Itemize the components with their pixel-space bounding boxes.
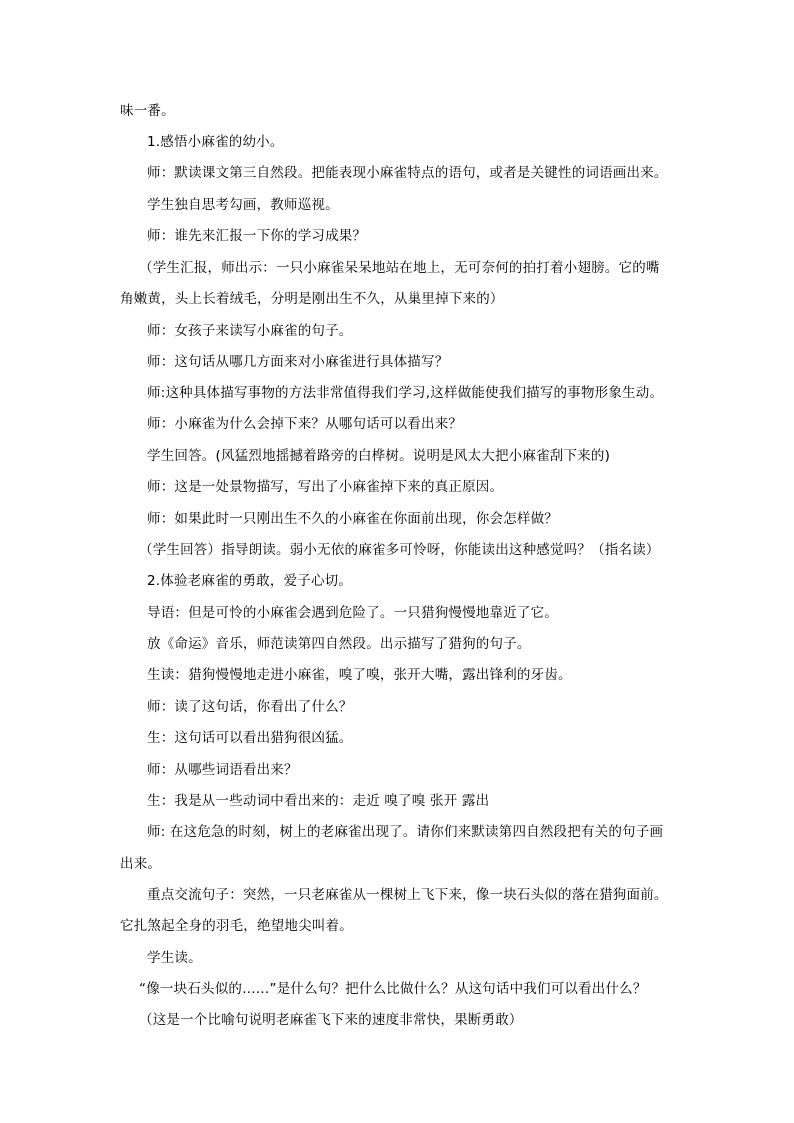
paragraph-22: 师：从哪些词语看出来？ [147, 762, 298, 778]
paragraph-25: 出来。 [120, 856, 162, 872]
paragraph-1: 味一番。 [120, 103, 175, 119]
paragraph-19: 生读：猎狗慢慢地走进小麻雀，嗅了嗅，张开大嘴，露出锋利的牙齿。 [147, 667, 572, 683]
paragraph-18: 放《命运》音乐，师范读第四自然段。出示描写了猎狗的句子。 [147, 636, 531, 652]
paragraph-17: 导语：但是可怜的小麻雀会遇到危险了。一只猎狗慢慢地靠近了它。 [147, 605, 558, 621]
paragraph-11: 师：小麻雀为什么会掉下来？从哪句话可以看出来？ [147, 416, 463, 432]
paragraph-16: 2.体验老麻雀的勇敢，爱子心切。 [147, 573, 353, 589]
paragraph-8: 师：女孩子来读写小麻雀的句子。 [147, 323, 353, 339]
paragraph-7: 角嫩黄，头上长着绒毛，分明是刚出生不久，从巢里掉下来的） [120, 291, 504, 307]
paragraph-9: 师：这句话从哪几方面来对小麻雀进行具体描写？ [147, 354, 449, 370]
paragraph-15: （学生回答）指导朗读。弱小无依的麻雀多可怜呀，你能读出这种感觉吗？（指名读） [139, 542, 660, 558]
paragraph-28: 学生读。 [147, 950, 202, 966]
paragraph-26: 重点交流句子：突然，一只老麻雀从一棵树上飞下来，像一块石头似的落在猎狗面前。 [147, 887, 668, 903]
paragraph-6: （学生汇报，师出示：一只小麻雀呆呆地站在地上，无可奈何的拍打着小翅膀。它的嘴 [139, 260, 660, 276]
paragraph-12: 学生回答。(风猛烈地摇撼着路旁的白桦树。说明是风太大把小麻雀刮下来的) [147, 448, 611, 464]
paragraph-21: 生：这句话可以看出猎狗很凶猛。 [147, 730, 353, 746]
paragraph-5: 师：谁先来汇报一下你的学习成果？ [147, 228, 367, 244]
paragraph-2: 1.感悟小麻雀的幼小。 [147, 134, 284, 150]
paragraph-24: 师: 在这危急的时刻，树上的老麻雀出现了。请你们来默读第四自然段把有关的句子画 [147, 824, 664, 840]
paragraph-20: 师：读了这句话，你看出了什么？ [147, 699, 353, 715]
paragraph-14: 师：如果此时一只刚出生不久的小麻雀在你面前出现，你会怎样做？ [147, 511, 558, 527]
paragraph-27: 它扎煞起全身的羽毛，绝望地尖叫着。 [120, 918, 353, 934]
paragraph-30: （这是一个比喻句说明老麻雀飞下来的速度非常快，果断勇敢） [139, 1012, 523, 1028]
paragraph-4: 学生独自思考勾画，教师巡视。 [147, 197, 339, 213]
paragraph-10: 师:这种具体描写事物的方法非常值得我们学习,这样做能使我们描写的事物形象生动。 [147, 385, 664, 401]
paragraph-29: “像一块石头似的……”是什么句？把什么比做什么？从这句话中我们可以看出什么？ [139, 981, 647, 997]
paragraph-13: 师：这是一处景物描写，写出了小麻雀掉下来的真正原因。 [147, 479, 504, 495]
paragraph-23: 生：我是从一些动词中看出来的：走近 嗅了嗅 张开 露出 [147, 793, 490, 809]
paragraph-3: 师：默读课文第三自然段。把能表现小麻雀特点的语句，或者是关键性的词语画出来。 [147, 165, 668, 181]
